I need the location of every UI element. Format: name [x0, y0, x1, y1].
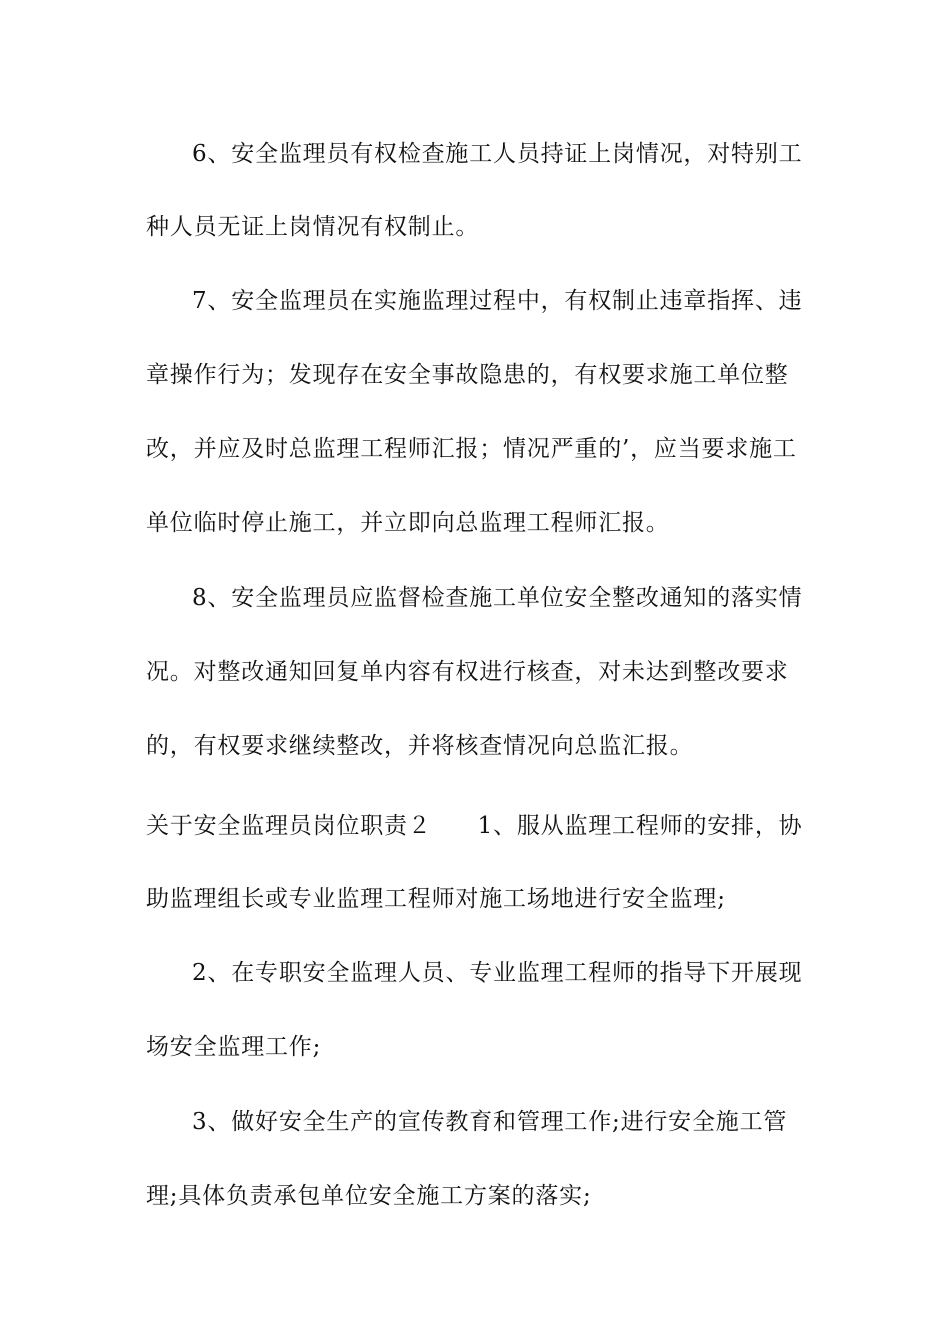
- paragraph-6-line-2: 种人员无证上岗情况有权制止。: [146, 214, 480, 240]
- section-2-heading-line: [146, 811, 802, 841]
- paragraph-8-line-3: 的，有权要求继续整改，并将核查情况向总监汇报。: [146, 733, 694, 759]
- section-2-item-1-cont: 助监理组长或专业监理工程师对施工场地进行安全监理;: [146, 886, 726, 912]
- paragraph-7-line-1: 7、安全监理员在实施监理过程中，有权制止违章指挥、违: [192, 288, 803, 314]
- paragraph-7-line-3: 改，并应及时总监理工程师汇报；情况严重的’，应当要求施工: [146, 436, 797, 462]
- item-3-line-1: 3、做好安全生产的宣传教育和管理工作;进行安全施工管: [192, 1109, 788, 1135]
- paragraph-7-line-4: 单位临时停止施工，并立即向总监理工程师汇报。: [146, 510, 670, 536]
- paragraph-7-line-2: 章操作行为；发现存在安全事故隐患的，有权要求施工单位整: [146, 362, 789, 388]
- item-2-line-1: 2、在专职安全监理人员、专业监理工程师的指导下开展现: [192, 960, 803, 986]
- section-2-heading: 关于安全监理员岗位职责２: [146, 813, 432, 839]
- item-3-line-2: 理;具体负责承包单位安全施工方案的落实;: [146, 1183, 592, 1209]
- paragraph-8-line-2: 况。对整改通知回复单内容有权进行核查，对未达到整改要求: [146, 659, 789, 685]
- section-2-item-1-start: 1、服从监理工程师的安排，协: [477, 813, 803, 839]
- paragraph-6-line-1: 6、安全监理员有权检查施工人员持证上岗情况，对特别工: [192, 141, 803, 167]
- item-2-line-2: 场安全监理工作;: [146, 1034, 322, 1060]
- paragraph-8-line-1: 8、安全监理员应监督检查施工单位安全整改通知的落实情: [192, 585, 803, 611]
